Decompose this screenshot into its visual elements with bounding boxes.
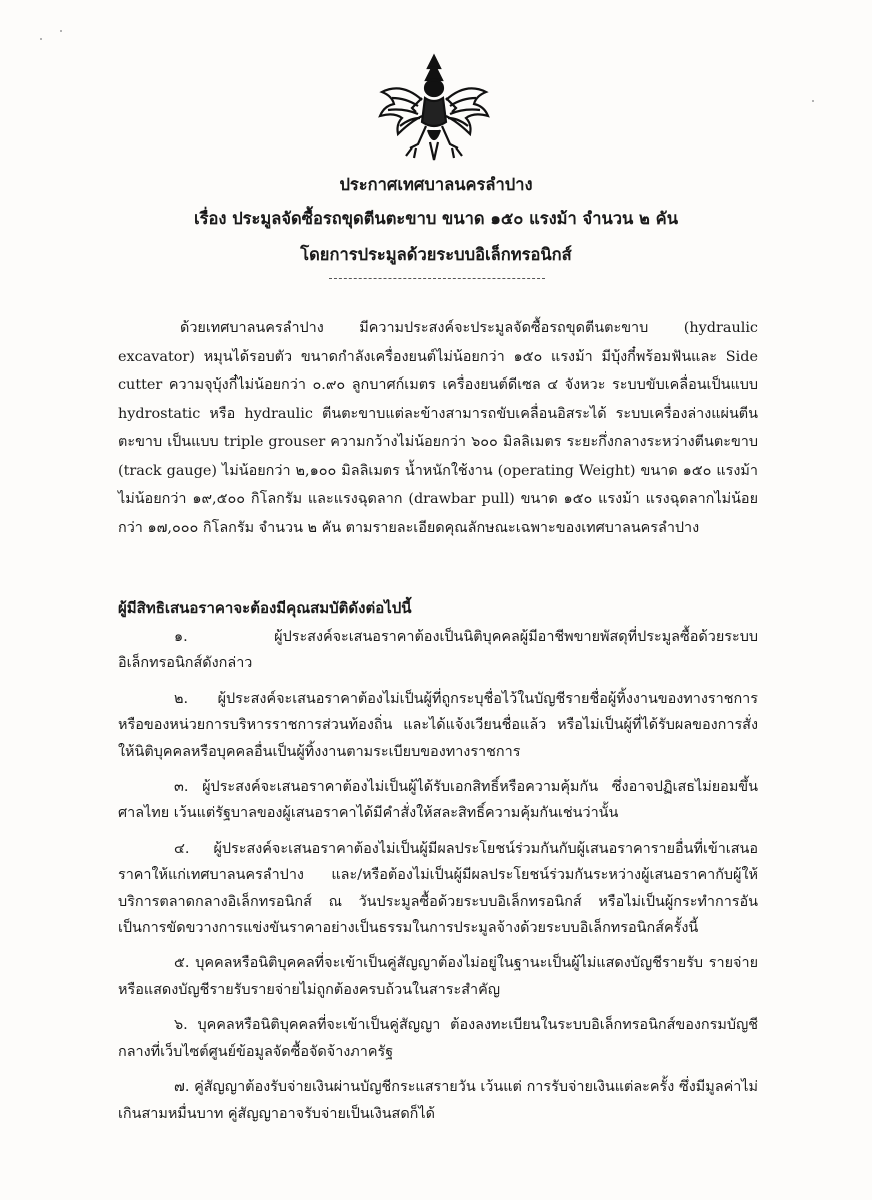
announcement-title: ประกาศเทศบาลนครลำปาง bbox=[339, 175, 533, 194]
intro-section bbox=[118, 314, 758, 542]
list-item: ๖. บุคคลหรือนิติบุคคลที่จะเข้าเป็นคู่สัญญา ต้องลงทะเบียนในระบบอิเล็กทรอนิกส์ของกรมบัญชีกลางที่เว็บไซต์ศูนย์ข้อมูลจัดซื้อจัดจ้างภาครัฐ bbox=[118, 1017, 758, 1060]
list-item: ๕. บุคคลหรือนิติบุคคลที่จะเข้าเป็นคู่สัญญาต้องไม่อยู่ในฐานะเป็นผู้ไม่แสดงบัญชีรายรับ รายจ่ายหรือแสดงบัญชีรายรับรายจ่ายไม่ถูกต้องครบถ้วนในสาระสำคัญ bbox=[118, 955, 758, 998]
intro-paragraph: ด้วยเทศบาลนครลำปาง มีความประสงค์จะประมูลจัดซื้อรถขุดตีนตะขาบ (hydraulic excavator) หมุนได้รอบตัว ขนาดกำลังเครื่องยนต์ไม่น้อยกว่า ๑๕๐ แรงม้า มีบุ้งกี๋พร้อมฟันและ Side cutter ความจุบุ้งกี๋ไม่น้อยกว่า ๐.๙๐ ลูกบาศก์เมตร เครื่องยนต์ดีเซล ๔ จังหวะ ระบบขับเคลื่อนเป็นแบบ hydrostatic หรือ hydraulic ตีนตะขาบแต่ละข้างสามารถขับเคลื่อนอิสระได้ ระบบเครื่องล่างแผ่นตีนตะขาบ เป็นแบบ triple grouser ความกว้างไม่น้อยกว่า ๖๐๐ มิลลิเมตร ระยะกึ่งกลางระหว่างตีนตะขาบ (track gauge) ไม่น้อยกว่า ๒,๑๐๐ มิลลิเมตร น้ำหนักใช้งาน (operating Weight) ขนาด ๑๕๐ แรงม้า ไม่น้อยกว่า ๑๙,๕๐๐ กิโลกรัม และแรงฉุดลาก (drawbar pull) ขนาด ๑๕๐ แรงม้า แรงฉุดลากไม่น้อยกว่า ๑๗,๐๐๐ กิโลกรัม จำนวน ๒ คัน ตามรายละเอียดคุณลักษณะเฉพาะของเทศบาลนครลำปาง bbox=[118, 320, 758, 536]
scan-speck bbox=[812, 100, 814, 102]
qualifications-heading: ผู้มีสิทธิเสนอราคาจะต้องมีคุณสมบัติดังต่อไปนี้ bbox=[118, 599, 412, 617]
scan-speck bbox=[60, 30, 62, 32]
list-item: ๗. คู่สัญญาต้องรับจ่ายเงินผ่านบัญชีกระแสรายวัน เว้นแต่ การรับจ่ายเงินแต่ละครั้ง ซึ่งมีมูลค่าไม่เกินสามหมื่นบาท คู่สัญญาอาจรับจ่ายเป็นเงินสดก็ได้ bbox=[118, 1079, 758, 1122]
scan-speck bbox=[40, 38, 42, 40]
list-item: ๓. ผู้ประสงค์จะเสนอราคาต้องไม่เป็นผู้ได้รับเอกสิทธิ์หรือความคุ้มกัน ซึ่งอาจปฏิเสธไม่ยอมขึ้นศาลไทย เว้นแต่รัฐบาลของผู้เสนอราคาได้มีคำสั่งให้สละสิทธิ์ความคุ้มกันเช่นว่านั้น bbox=[118, 779, 758, 822]
qualifications-list bbox=[118, 624, 758, 1136]
list-item: ๒. ผู้ประสงค์จะเสนอราคาต้องไม่เป็นผู้ที่ถูกระบุชื่อไว้ในบัญชีรายชื่อผู้ทิ้งงานของทางราชการหรือของหน่วยการบริหารราชการส่วนท้องถิ่น และได้แจ้งเวียนชื่อแล้ว หรือไม่เป็นผู้ที่ได้รับผลของการสั่งให้นิติบุคคลหรือบุคคลอื่นเป็นผู้ทิ้งงานตามระเบียบของทางราชการ bbox=[118, 690, 758, 760]
announcement-method: โดยการประมูลด้วยระบบอิเล็กทรอนิกส์ bbox=[300, 245, 572, 264]
garuda-emblem-icon bbox=[372, 52, 496, 164]
list-item: ๔. ผู้ประสงค์จะเสนอราคาต้องไม่เป็นผู้มีผลประโยชน์ร่วมกันกับผู้เสนอราคารายอื่นที่เข้าเสนอราคาให้แก่เทศบาลนครลำปาง และ/หรือต้องไม่เป็นผู้มีผลประโยชน์ร่วมกันระหว่างผู้เสนอราคากับผู้ให้บริการตลาดกลางอิเล็กทรอนิกส์ ณ วันประมูลซื้อด้วยระบบอิเล็กทรอนิกส์ หรือไม่เป็นผู้กระทำการอันเป็นการขัดขวางการแข่งขันราคาอย่างเป็นธรรมในการประมูลจ้างด้วยระบบอิเล็กทรอนิกส์ครั้งนี้ bbox=[118, 840, 758, 937]
list-item: ๑. ผู้ประสงค์จะเสนอราคาต้องเป็นนิติบุคคลผู้มีอาชีพขายพัสดุที่ประมูลซื้อด้วยระบบอิเล็กทรอนิกส์ดังกล่าว bbox=[118, 629, 758, 672]
announcement-subject: เรื่อง ประมูลจัดซื้อรถขุดตีนตะขาบ ขนาด ๑๕๐ แรงม้า จำนวน ๒ คัน bbox=[193, 209, 678, 228]
header-divider bbox=[329, 278, 545, 279]
